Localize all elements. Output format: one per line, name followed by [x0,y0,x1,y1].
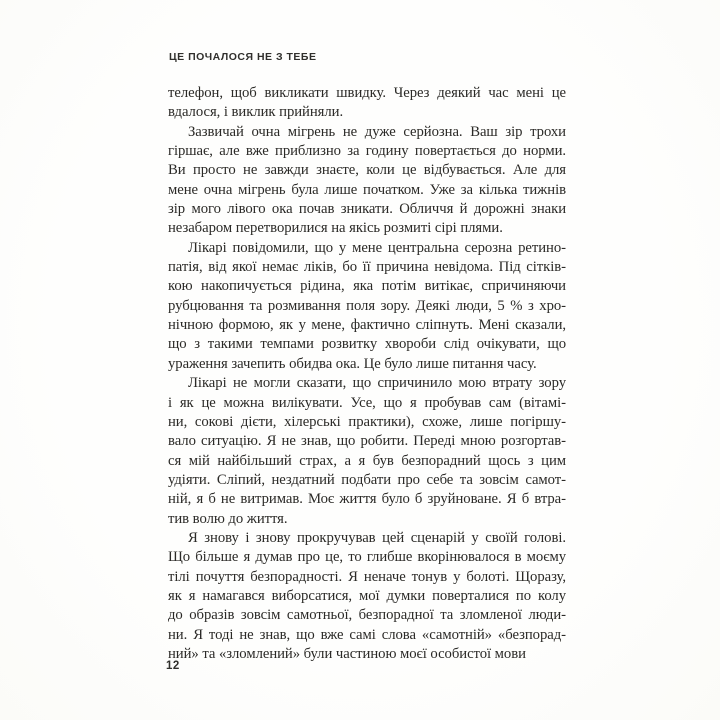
text-line: нічною формою, як у мене, фактично сліпнуть. Мені сказали, [168,317,566,334]
text-line: телефон, щоб викликати швидку. Через деякий час мені це [168,85,566,101]
text-line: рубцювання та розмивання поля зору. Деякі люди, 5 % з хро- [168,297,566,314]
text-line: мене очна мігрень була лише початком. Уже за кілька тижнів [168,181,566,198]
body-text [168,84,566,664]
text-line: як я намагався виборсатися, мої думки поверталися по колу [168,587,566,604]
text-line: ний» та «зломлений» були частиною моєї особистої мови [168,645,526,662]
text-line: до образів зовсім самотньої, безпорадної та зломленої люди- [168,607,566,624]
text-line: Я знову і знову прокручував цей сценарій у своїй голові. [188,529,566,546]
text-line: Що більше я думав про це, то глибше вкорінювалося в моєму [168,549,566,566]
text-line: і як це можна вилікувати. Усе, що я пробував сам (вітамі- [168,394,566,411]
page-number: 12 [166,660,180,672]
text-line: Зазвичай очна мігрень не дуже серйозна. Ваш зір трохи [188,123,566,140]
text-line: тілі почуття безпорадності. Я неначе тонув у болоті. Щоразу, [168,568,566,585]
text-line: ся мій найбільший страх, а я був безпорадний щось з цим [168,452,566,469]
text-line: Лікарі не могли сказати, що спричинило мою втрату зору [188,375,566,392]
text-line: ни. Я тоді не знав, що вже самі слова «самотній» «безпорад- [168,626,566,643]
text-line: ураження зачепить обидва ока. Це було лише питання часу. [168,355,537,372]
text-line: кою накопичується рідина, яка потім витікає, спричиняючи [168,278,566,295]
text-line: патія, від якої немає ліків, бо її причина невідома. Під сітків- [168,259,566,276]
running-header: ЦЕ ПОЧАЛОСЯ НЕ З ТЕБЕ [169,51,317,63]
text-line: вдалося, і виклик прийняли. [168,104,344,121]
text-line: тив волю до життя. [168,510,288,527]
text-line: ній, я б не витримав. Моє життя було б зруйноване. Я б втра- [168,491,566,508]
text-line: Ви просто не завжди знаєте, коли це відбувається. Але для [168,162,566,179]
text-line: вало ситуацію. Я не знав, що робити. Переді мною розгортав- [168,433,566,450]
text-line: гіршає, але вже приблизно за годину повертається до норми. [168,143,566,160]
text-line: зір мого лівого ока почав зникати. Обличчя й дорожні знаки [168,201,566,218]
text-line: незабаром перетворилися на якісь розмиті сірі плями. [168,220,503,237]
text-line: Лікарі повідомили, що у мене центральна серозна ретино- [188,239,566,256]
text-line: що з такими темпами розвитку хвороби слід очікувати, що [168,336,566,353]
text-line: удіяти. Сліпий, нездатний подбати про себе та зовсім самот- [168,471,566,488]
text-line: ни, сокові дієти, хілерські практики), схоже, лише погіршу- [168,413,566,430]
